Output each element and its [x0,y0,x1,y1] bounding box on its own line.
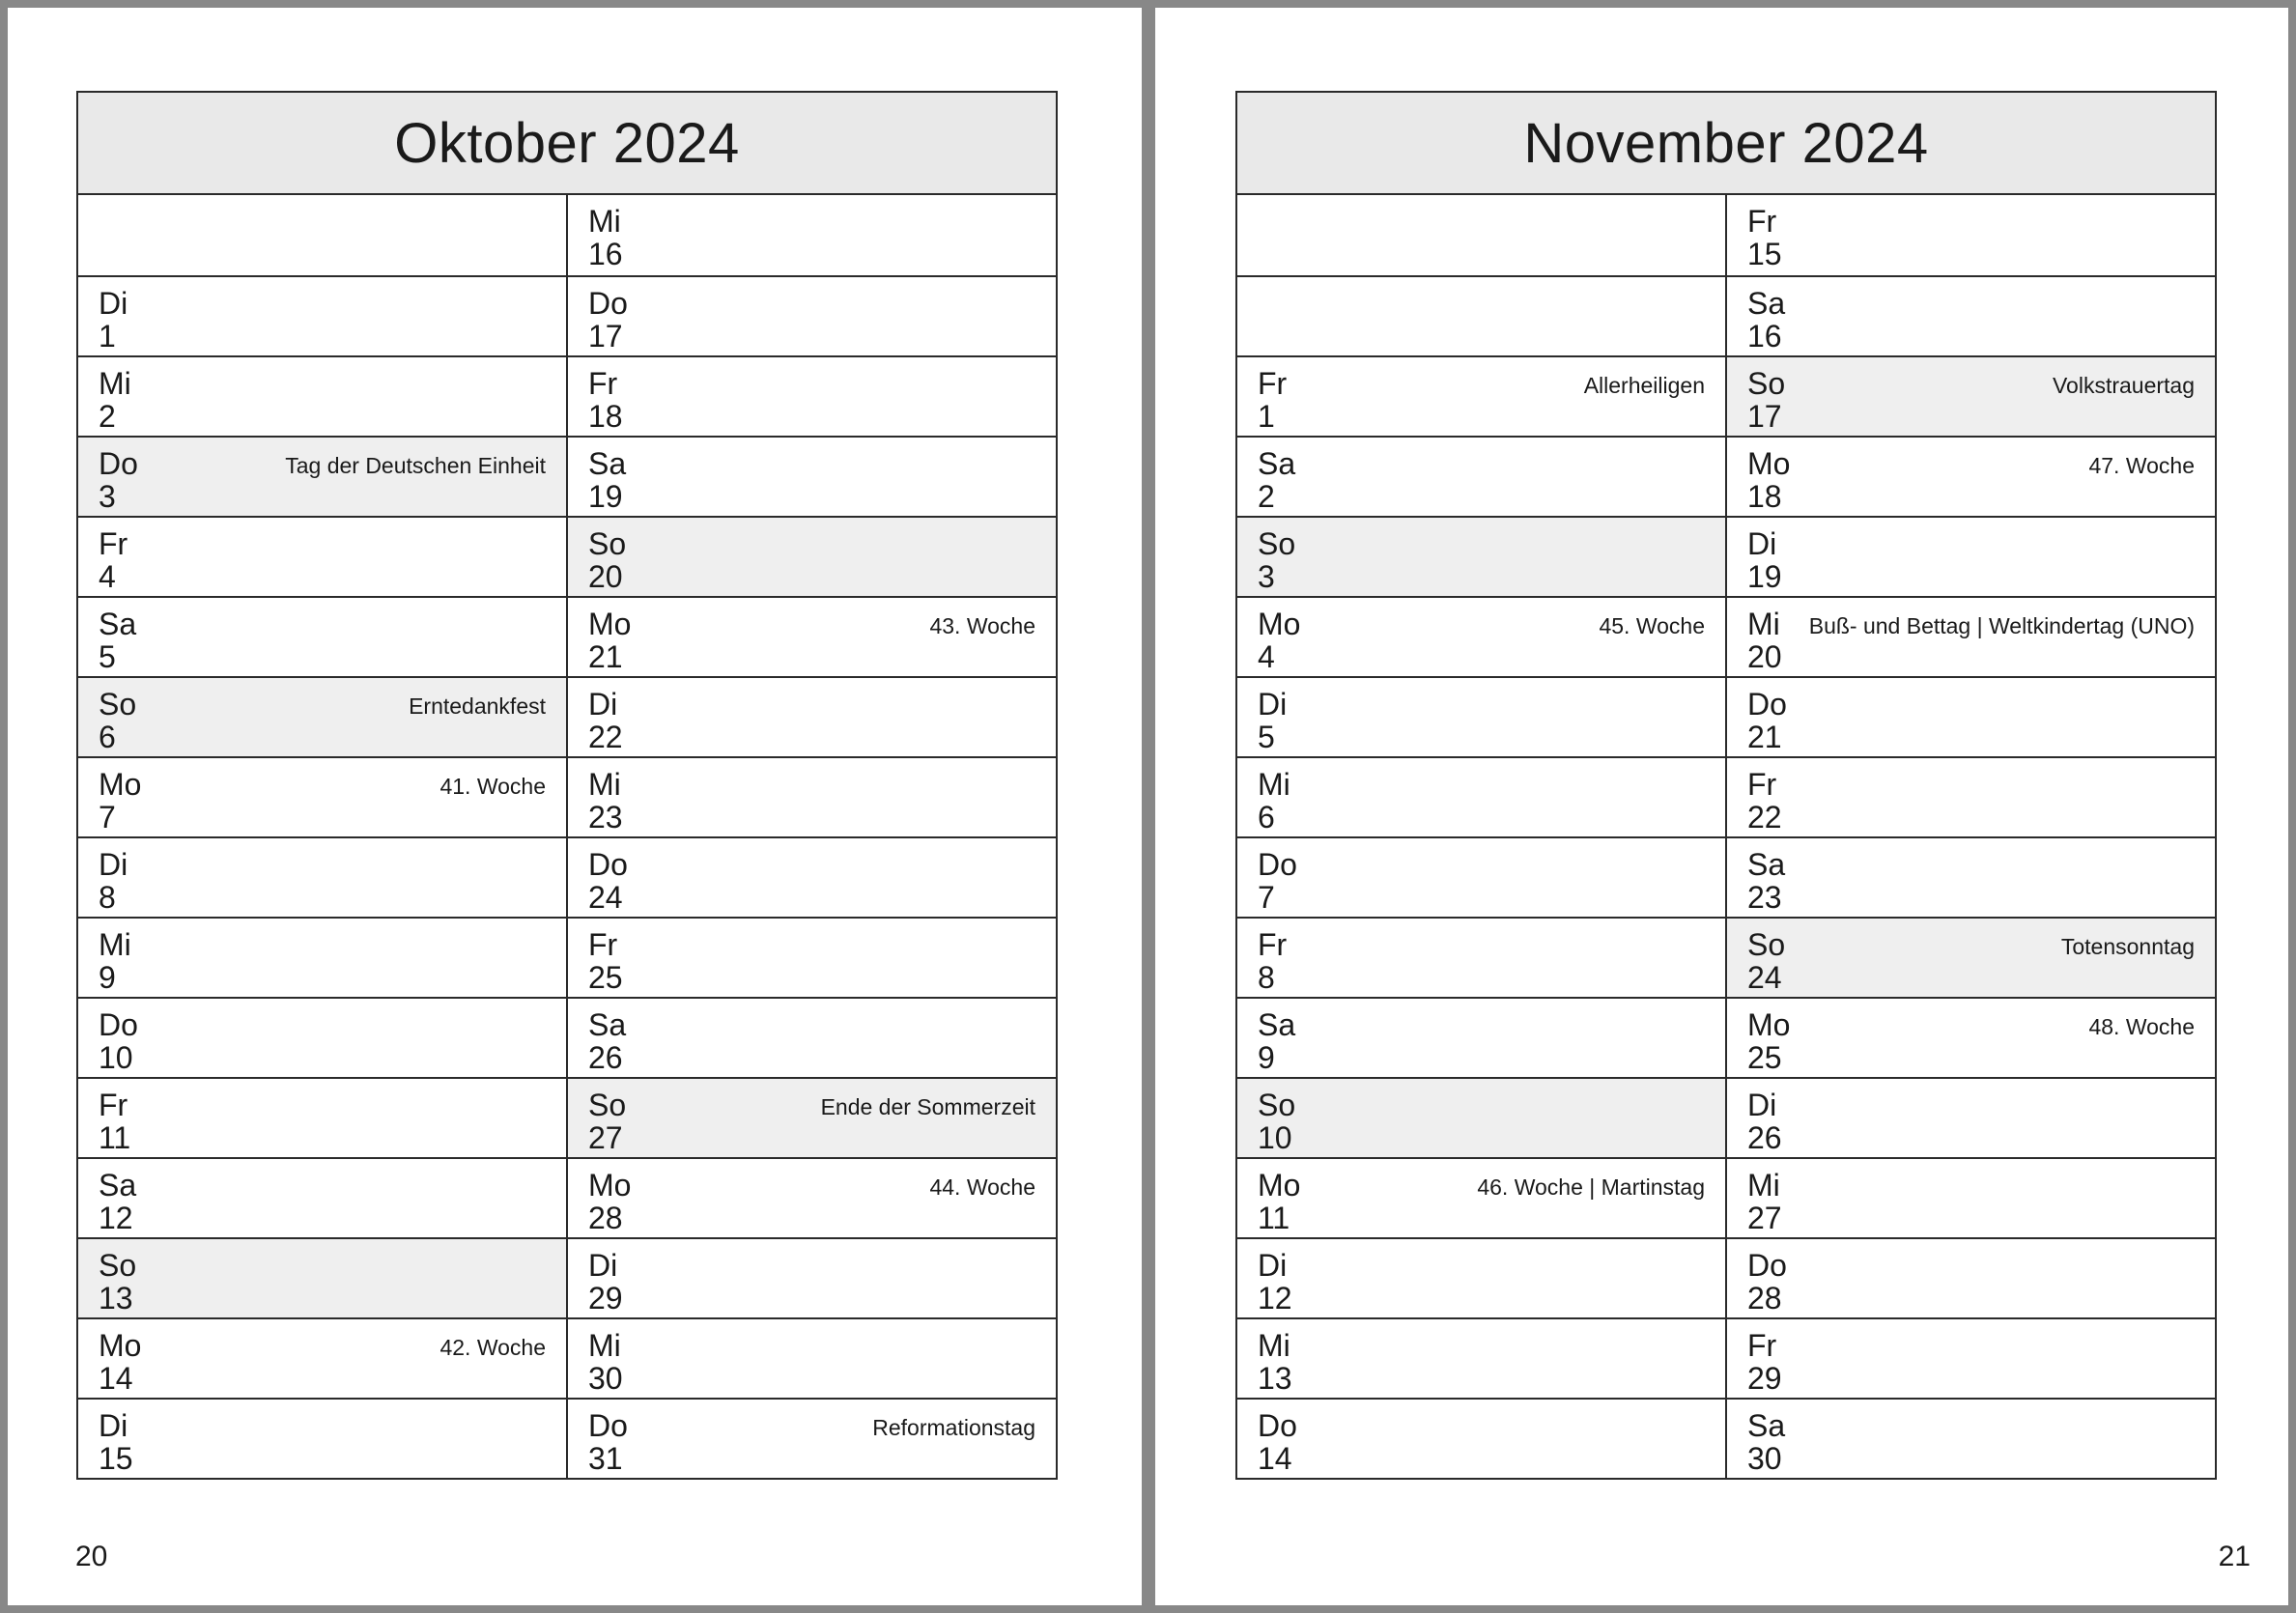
day-number: 20 [1747,639,1782,674]
weekday-label: Di [1258,687,1288,722]
weekday-label: Di [99,847,128,882]
weekday-label: Do [588,286,628,321]
calendar-oktober [76,91,1058,1480]
day-row [1237,1157,1725,1237]
weekday-label: Di [1747,1088,1777,1122]
day-number: 21 [588,639,623,674]
day-number: 6 [1258,800,1275,835]
weekday-label: Fr [99,526,128,561]
day-row [78,917,566,997]
weekday-label: So [1258,1088,1296,1122]
day-row [1727,1237,2215,1317]
day-note: Totensonntag [2060,934,2195,959]
day-row [78,1398,566,1478]
day-number: 12 [99,1201,133,1235]
weekday-label: Fr [1258,927,1288,962]
weekday-label: Mo [588,1168,632,1203]
day-number: 25 [1747,1040,1782,1075]
day-note: Buß- und Bettag | Weltkindertag (UNO) [1808,613,2195,638]
page-oktober [8,8,1142,1605]
day-row [1727,836,2215,917]
month-title: November 2024 [1237,93,2215,195]
day-number: 23 [588,800,623,835]
day-row [1727,516,2215,596]
day-row [1727,436,2215,516]
day-number: 16 [1747,319,1782,354]
weekday-label: So [588,526,627,561]
day-row [1727,1398,2215,1478]
weekday-label: Mo [99,1328,142,1363]
weekday-label: Di [1747,526,1777,561]
weekday-label: Do [588,1408,628,1443]
weekday-label: Di [99,286,128,321]
day-number: 2 [99,399,116,434]
day-number: 7 [99,800,116,835]
day-row [1237,596,1725,676]
day-number: 24 [588,880,623,915]
day-row [1237,756,1725,836]
month-title: Oktober 2024 [78,93,1056,195]
day-row [1727,195,2215,275]
day-row [78,756,566,836]
day-number: 4 [99,559,116,594]
day-number: 12 [1258,1281,1292,1316]
page-number: 20 [75,1541,108,1572]
weekday-label: So [1258,526,1296,561]
weekday-label: Do [1258,847,1297,882]
weekday-label: Fr [588,366,618,401]
weekday-label: Mo [588,607,632,641]
weekday-label: Do [1747,1248,1787,1283]
day-note: Volkstrauertag [2052,373,2195,398]
day-row [78,275,566,355]
day-row [568,756,1056,836]
day-note: Ende der Sommerzeit [820,1094,1035,1119]
day-number: 22 [1747,800,1782,835]
day-number: 8 [99,880,116,915]
weekday-label: So [588,1088,627,1122]
weekday-label: Do [1258,1408,1297,1443]
weekday-label: Sa [588,1007,627,1042]
weekday-label: Fr [1747,767,1777,802]
day-number: 9 [1258,1040,1275,1075]
day-note: 41. Woche [439,774,546,799]
day-number: 30 [588,1361,623,1396]
weekday-label: Di [588,687,618,722]
day-row [568,917,1056,997]
weekday-label: Sa [1258,446,1296,481]
day-number: 30 [1747,1441,1782,1476]
day-row [568,1157,1056,1237]
day-row [78,676,566,756]
day-row [1237,195,1725,275]
day-number: 17 [588,319,623,354]
day-row [568,516,1056,596]
day-row [1237,1237,1725,1317]
weekday-label: Sa [99,607,137,641]
day-row [78,596,566,676]
day-column-1 [78,195,566,1478]
day-note: Allerheiligen [1583,373,1705,398]
day-number: 26 [1747,1120,1782,1155]
day-row [1237,676,1725,756]
day-row [568,997,1056,1077]
day-row [1727,756,2215,836]
day-number: 19 [1747,559,1782,594]
day-number: 15 [99,1441,133,1476]
weekday-label: Fr [1747,1328,1777,1363]
weekday-label: So [99,687,137,722]
day-row [1237,516,1725,596]
day-number: 7 [1258,880,1275,915]
weekday-label: Mi [99,927,131,962]
day-note: Tag der Deutschen Einheit [285,453,546,478]
day-row [568,1398,1056,1478]
weekday-label: Fr [99,1088,128,1122]
weekday-label: Mi [1747,1168,1780,1203]
day-row [78,1317,566,1398]
day-row [78,1237,566,1317]
day-row [78,1157,566,1237]
day-row [568,355,1056,436]
weekday-label: Mo [1747,446,1791,481]
day-note: 47. Woche [2088,453,2195,478]
day-note: 44. Woche [929,1174,1035,1200]
weekday-label: Sa [99,1168,137,1203]
weekday-label: Sa [1747,847,1786,882]
weekday-label: Do [99,446,138,481]
day-column-2 [1725,195,2215,1478]
page-november [1155,8,2288,1605]
day-note: Erntedankfest [409,693,546,719]
day-row [1727,1317,2215,1398]
day-number: 1 [99,319,116,354]
weekday-label: Mi [99,366,131,401]
weekday-label: So [99,1248,137,1283]
day-row [568,836,1056,917]
day-number: 1 [1258,399,1275,434]
day-note: 42. Woche [439,1335,546,1360]
day-number: 11 [1258,1201,1290,1235]
day-row [1727,1157,2215,1237]
weekday-label: Mi [588,1328,621,1363]
day-note: Reformationstag [872,1415,1035,1440]
day-row [568,676,1056,756]
day-number: 10 [1258,1120,1292,1155]
day-row [1727,596,2215,676]
day-row [1237,836,1725,917]
weekday-label: Sa [588,446,627,481]
day-row [568,436,1056,516]
weekday-label: Sa [1747,286,1786,321]
day-row [1727,917,2215,997]
day-number: 28 [1747,1281,1782,1316]
weekday-label: Mi [1258,767,1290,802]
day-number: 14 [1258,1441,1292,1476]
day-row [78,516,566,596]
day-number: 14 [99,1361,133,1396]
day-row [1727,997,2215,1077]
day-row [568,1077,1056,1157]
day-number: 3 [99,479,116,514]
day-row [568,596,1056,676]
day-number: 13 [1258,1361,1292,1396]
day-row [1237,1077,1725,1157]
day-number: 11 [99,1120,131,1155]
day-number: 9 [99,960,116,995]
weekday-label: Do [99,1007,138,1042]
day-number: 15 [1747,237,1782,271]
day-number: 31 [588,1441,623,1476]
day-number: 2 [1258,479,1275,514]
weekday-label: So [1747,366,1786,401]
page-number: 21 [2218,1541,2251,1572]
weekday-label: Mi [1258,1328,1290,1363]
day-row [568,195,1056,275]
weekday-label: Mi [588,204,621,239]
day-row [1237,997,1725,1077]
weekday-label: Do [588,847,628,882]
day-row [1237,1398,1725,1478]
day-row [78,195,566,275]
day-note: 45. Woche [1599,613,1705,638]
weekday-label: Mo [1258,607,1301,641]
weekday-label: Sa [1747,1408,1786,1443]
day-row [1237,917,1725,997]
day-note: 48. Woche [2088,1014,2195,1039]
day-row [78,997,566,1077]
day-number: 17 [1747,399,1782,434]
day-row [1727,355,2215,436]
day-number: 5 [99,639,116,674]
day-row [1727,1077,2215,1157]
day-number: 22 [588,720,623,754]
day-number: 4 [1258,639,1275,674]
day-number: 5 [1258,720,1275,754]
weekday-label: Di [1258,1248,1288,1283]
day-row [1237,355,1725,436]
day-number: 27 [1747,1201,1782,1235]
day-row [1237,436,1725,516]
day-number: 29 [1747,1361,1782,1396]
day-number: 26 [588,1040,623,1075]
day-row [78,1077,566,1157]
day-row [1237,1317,1725,1398]
day-number: 10 [99,1040,133,1075]
weekday-label: So [1747,927,1786,962]
day-number: 23 [1747,880,1782,915]
day-row [568,1237,1056,1317]
day-number: 16 [588,237,623,271]
weekday-label: Mo [99,767,142,802]
day-number: 29 [588,1281,623,1316]
day-number: 25 [588,960,623,995]
day-number: 27 [588,1120,623,1155]
day-row [1727,676,2215,756]
weekday-label: Do [1747,687,1787,722]
weekday-label: Di [588,1248,618,1283]
day-note: 46. Woche | Martinstag [1477,1174,1705,1200]
weekday-label: Mi [1747,607,1780,641]
weekday-label: Mo [1747,1007,1791,1042]
day-column-2 [566,195,1056,1478]
day-number: 24 [1747,960,1782,995]
weekday-label: Sa [1258,1007,1296,1042]
weekday-label: Mi [588,767,621,802]
day-row [568,1317,1056,1398]
day-number: 13 [99,1281,133,1316]
day-row [1727,275,2215,355]
weekday-label: Fr [1747,204,1777,239]
day-number: 19 [588,479,623,514]
calendar-november [1235,91,2217,1480]
day-row [78,436,566,516]
day-row [568,275,1056,355]
weekday-label: Mo [1258,1168,1301,1203]
day-number: 6 [99,720,116,754]
weekday-label: Fr [1258,366,1288,401]
weekday-label: Di [99,1408,128,1443]
day-row [1237,275,1725,355]
day-number: 21 [1747,720,1782,754]
day-note: 43. Woche [929,613,1035,638]
day-row [78,355,566,436]
day-column-1 [1237,195,1725,1478]
day-number: 18 [1747,479,1782,514]
day-number: 8 [1258,960,1275,995]
day-number: 20 [588,559,623,594]
day-number: 18 [588,399,623,434]
day-number: 3 [1258,559,1275,594]
weekday-label: Fr [588,927,618,962]
day-row [78,836,566,917]
day-number: 28 [588,1201,623,1235]
